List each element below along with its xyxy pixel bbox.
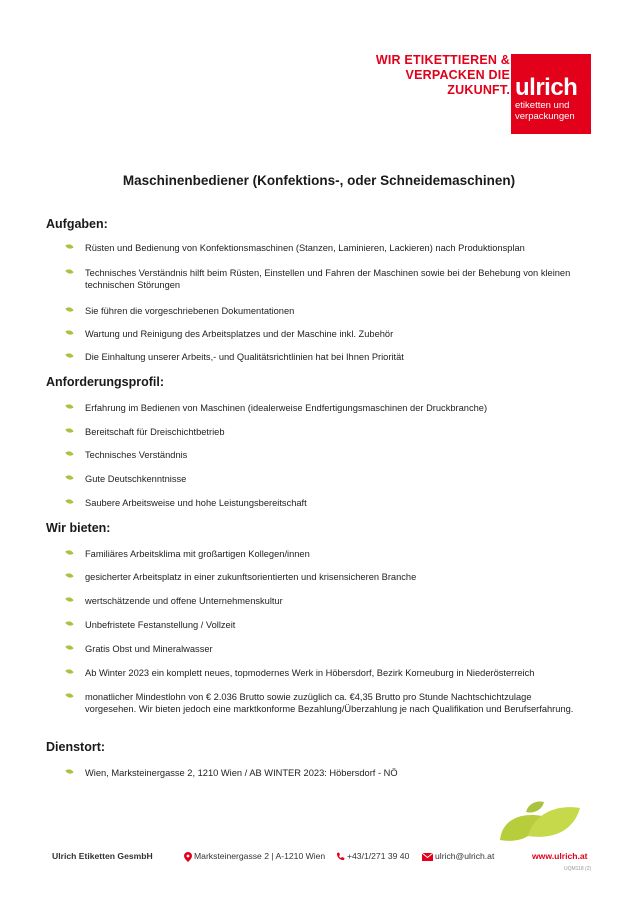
logo-tagline-line: verpackungen — [515, 111, 575, 122]
leaf-bullet-icon — [65, 427, 73, 434]
leaf-bullet-icon — [65, 450, 73, 457]
footer-phone-text: +43/1/271 39 40 — [347, 851, 410, 861]
leaf-bullet-icon — [65, 243, 73, 250]
leaf-bullet-icon — [65, 474, 73, 481]
leaf-bullet-icon — [65, 692, 73, 699]
footer-address-text: Marksteinergasse 2 | A-1210 Wien — [194, 851, 326, 861]
leaf-bullet-icon — [65, 768, 73, 775]
footer — [0, 851, 638, 865]
slogan-line: ZUKUNFT. — [447, 83, 510, 97]
leaf-bullet-icon — [65, 549, 73, 556]
leaf-bullet-icon — [65, 329, 73, 336]
footer-document-reference: UQM118 (2) — [564, 866, 592, 872]
company-logo — [511, 54, 591, 134]
leaf-bullet-icon — [65, 352, 73, 359]
slogan-line: VERPACKEN DIE — [405, 68, 510, 82]
slogan-line: WIR ETIKETTIEREN & — [375, 53, 510, 67]
leaf-bullet-icon — [65, 268, 73, 275]
job-title: Maschinenbediener (Konfektions-, oder Schneidemaschinen) — [122, 173, 516, 188]
logo-tagline-line: etiketten und — [515, 100, 570, 111]
section-heading-dienstort: Dienstort: — [46, 740, 106, 754]
footer-phone — [336, 851, 409, 861]
location-pin-icon — [184, 852, 192, 862]
envelope-icon — [422, 853, 433, 861]
section-heading-wir-bieten: Wir bieten: — [46, 521, 111, 535]
footer-email-text: ulrich@ulrich.at — [435, 851, 495, 861]
section-heading-aufgaben: Aufgaben: — [46, 217, 108, 231]
footer-address — [184, 851, 325, 862]
leaf-bullet-icon — [65, 644, 73, 651]
leaf-bullet-icon — [65, 668, 73, 675]
leaf-bullet-icon — [65, 403, 73, 410]
company-slogan — [376, 53, 510, 98]
leaf-bullet-icon — [65, 620, 73, 627]
green-leaves-icon — [498, 800, 582, 846]
section-heading-anforderungsprofil: Anforderungsprofil: — [46, 375, 165, 389]
footer-email — [422, 851, 494, 861]
leaf-bullet-icon — [65, 498, 73, 505]
footer-company: Ulrich Etiketten GesmbH — [52, 851, 153, 861]
leaf-bullet-icon — [65, 306, 73, 313]
logo-wordmark: ulrich — [515, 74, 578, 101]
leaf-bullet-icon — [65, 596, 73, 603]
leaf-bullet-icon — [65, 572, 73, 579]
phone-icon — [336, 852, 345, 861]
footer-website: www.ulrich.at — [532, 851, 588, 861]
